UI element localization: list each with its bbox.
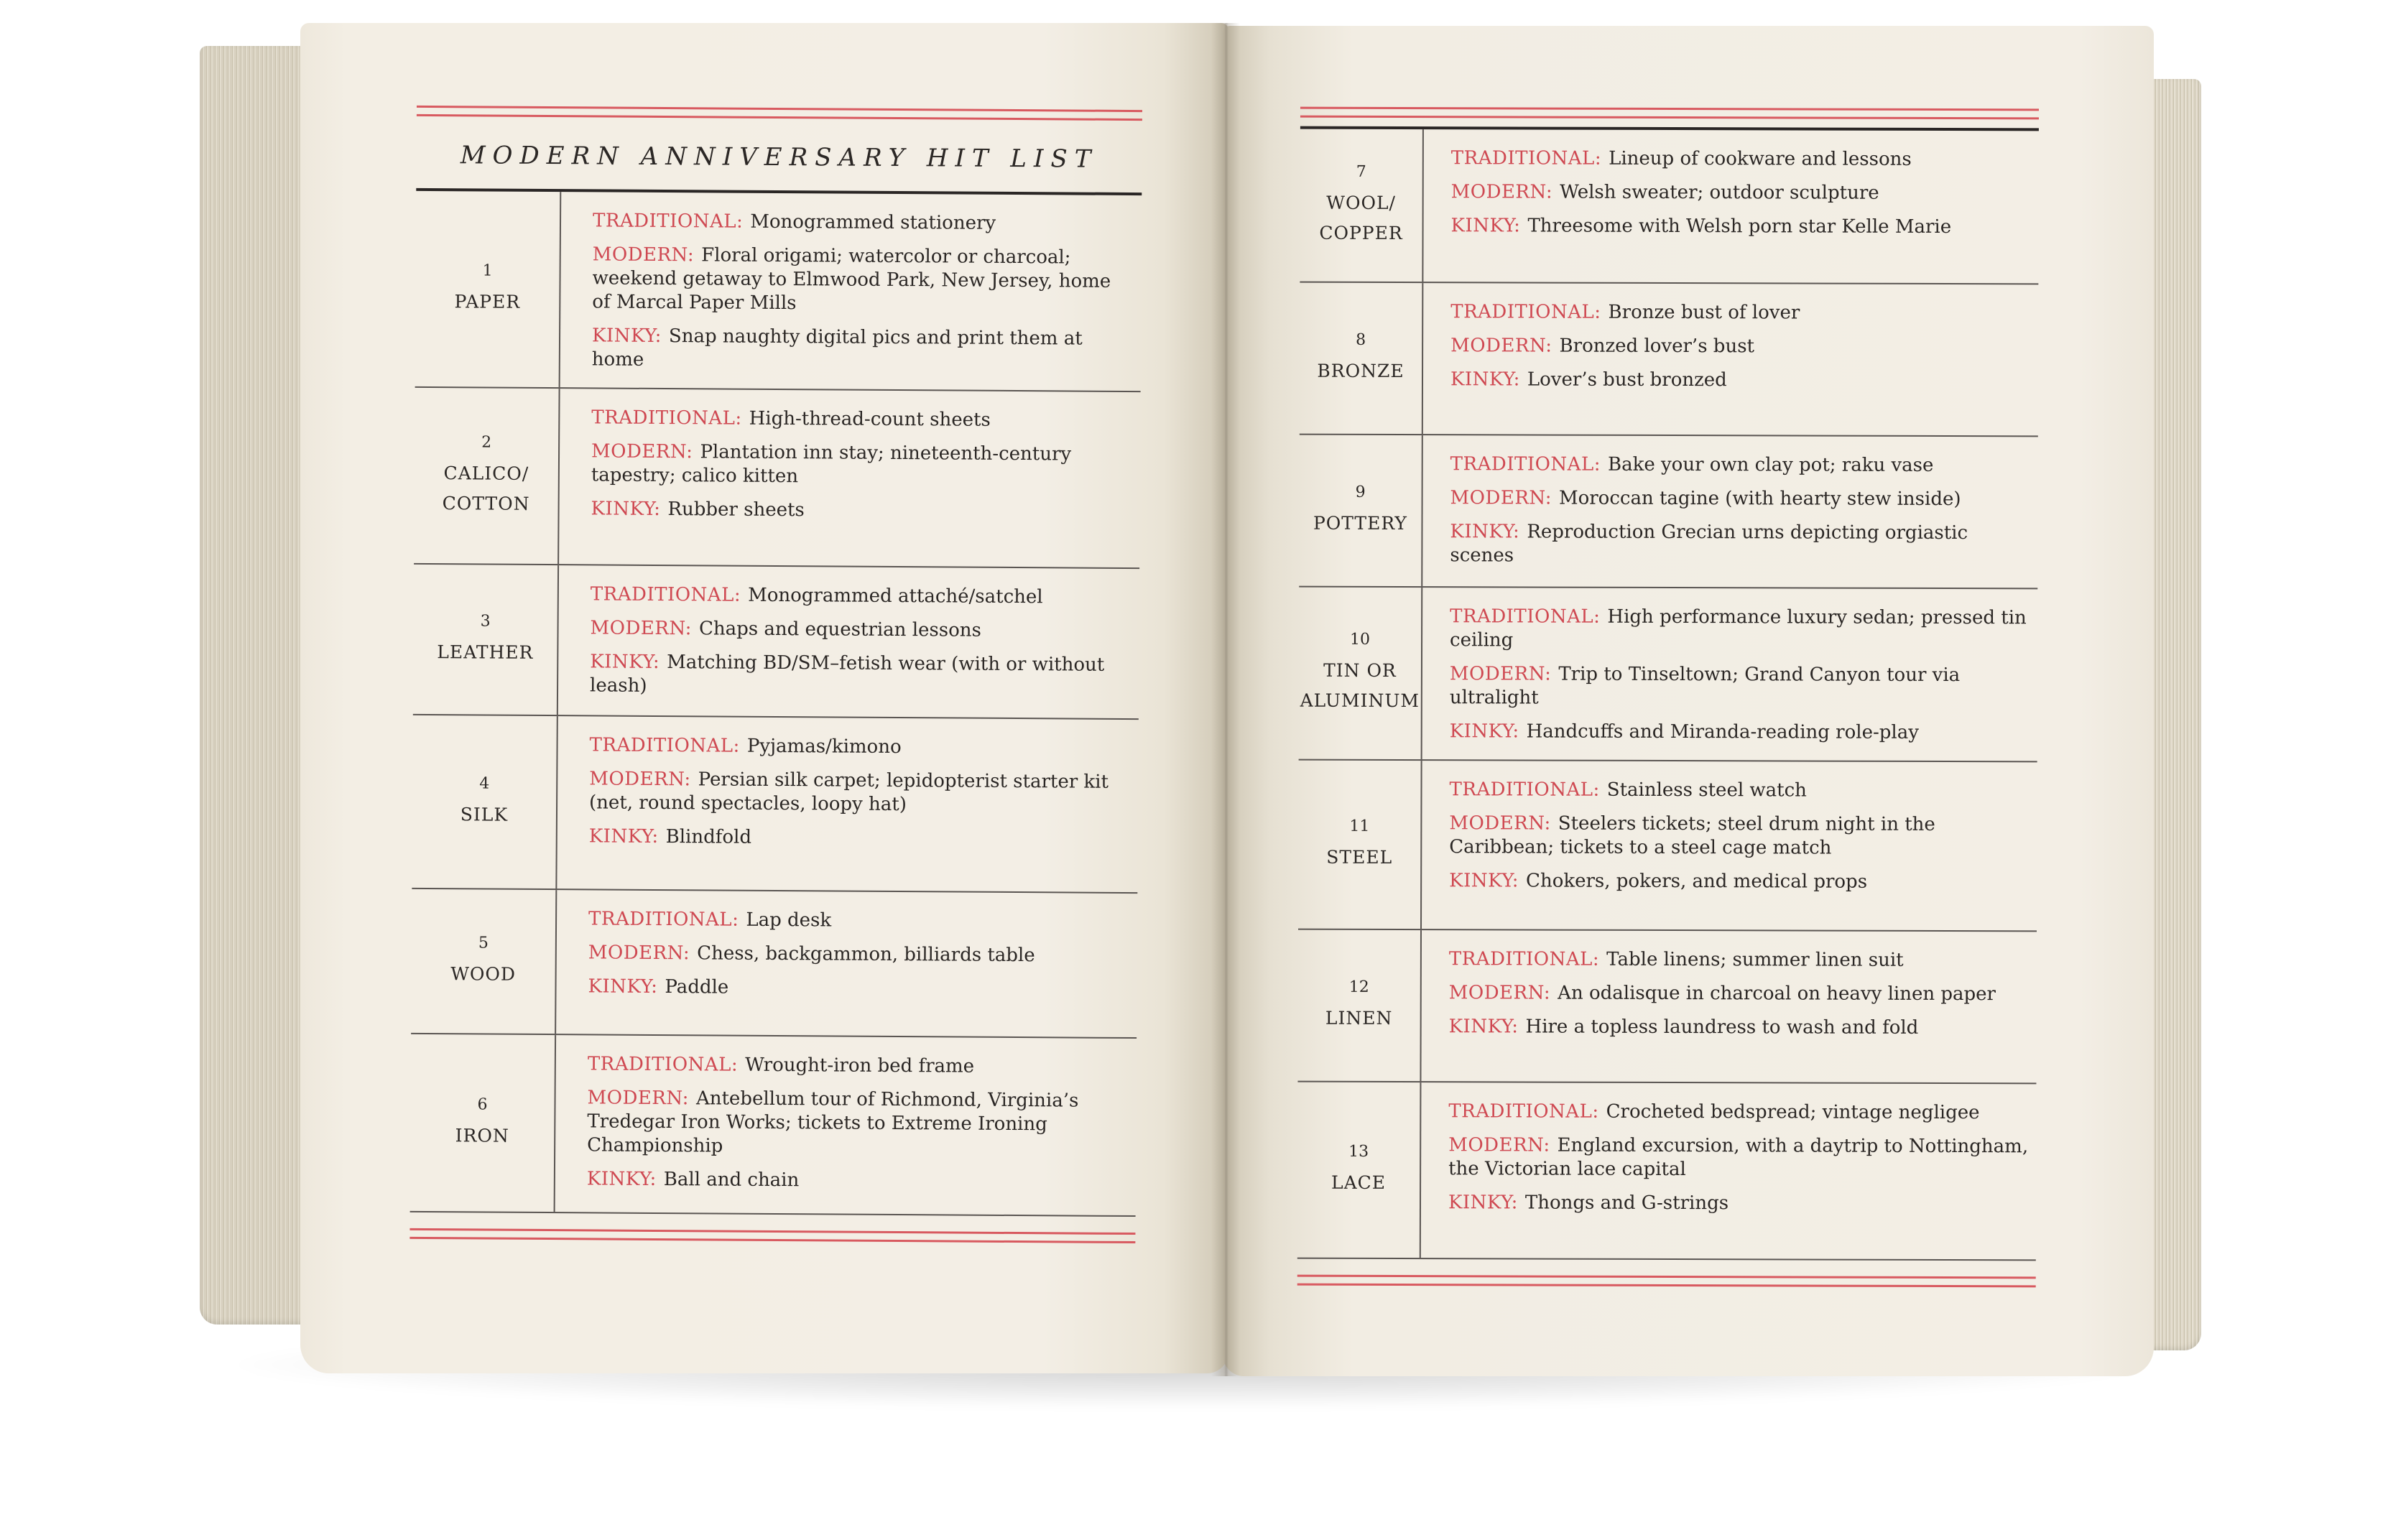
traditional-tag: TRADITIONAL: bbox=[1450, 606, 1601, 628]
modern-gift: Welsh sweater; outdoor sculpture bbox=[1560, 181, 1879, 204]
traditional-tag: TRADITIONAL: bbox=[1448, 1100, 1599, 1123]
anniversary-number: 13 bbox=[1348, 1142, 1369, 1161]
kinky-tag: KINKY: bbox=[1450, 368, 1520, 391]
anniversary-number: 11 bbox=[1349, 817, 1370, 835]
anniversary-material: LINEN bbox=[1325, 1007, 1393, 1029]
anniversary-material: WOOL/ COPPER bbox=[1319, 192, 1403, 243]
traditional-entry bbox=[593, 209, 1134, 236]
modern-entry bbox=[1450, 334, 2031, 359]
traditional-entry bbox=[1448, 1100, 2029, 1125]
modern-gift: Persian silk carpet; lepidopterist starter kit (net, round spectacles, loopy hat) bbox=[588, 769, 1109, 816]
kinky-entry bbox=[587, 1167, 1129, 1195]
anniversary-number: 7 bbox=[1356, 162, 1366, 181]
traditional-gift: Bake your own clay pot; raku vase bbox=[1607, 453, 1934, 476]
kinky-entry bbox=[591, 497, 1132, 524]
anniversary-label bbox=[411, 889, 557, 1034]
table-row bbox=[1298, 761, 2037, 932]
anniversary-label bbox=[1298, 761, 1422, 929]
modern-gift: An odalisque in charcoal on heavy linen paper bbox=[1558, 982, 1996, 1006]
kinky-gift: Snap naughty digital pics and print them at home bbox=[591, 325, 1083, 371]
modern-gift: Chaps and equestrian lessons bbox=[698, 618, 981, 641]
anniversary-number: 1 bbox=[482, 261, 493, 280]
anniversary-gifts bbox=[1422, 588, 2038, 761]
traditional-tag: TRADITIONAL: bbox=[590, 583, 741, 606]
anniversary-gifts bbox=[555, 1035, 1137, 1215]
traditional-gift: High performance luxury sedan; pressed tin ceiling bbox=[1450, 606, 2027, 651]
anniversary-material: CALICO/ COTTON bbox=[442, 462, 530, 514]
kinky-tag: KINKY: bbox=[1450, 215, 1521, 237]
anniversary-material: LEATHER bbox=[437, 641, 534, 663]
anniversary-number: 12 bbox=[1348, 978, 1369, 996]
kinky-gift: Reproduction Grecian urns depicting orgiastic scenes bbox=[1450, 521, 1968, 567]
kinky-tag: KINKY: bbox=[590, 651, 660, 673]
anniversary-material: WOOD bbox=[450, 962, 517, 985]
modern-entry bbox=[1451, 180, 2032, 205]
traditional-tag: TRADITIONAL: bbox=[1450, 147, 1602, 170]
book-gutter bbox=[1211, 23, 1240, 1376]
kinky-entry bbox=[589, 825, 1131, 852]
traditional-entry bbox=[1449, 947, 2030, 973]
anniversary-material: SILK bbox=[460, 803, 509, 825]
anniversary-label bbox=[1297, 1082, 1422, 1258]
traditional-entry bbox=[1451, 147, 2032, 172]
anniversary-number: 4 bbox=[479, 774, 490, 793]
traditional-tag: TRADITIONAL: bbox=[1450, 301, 1601, 323]
anniversary-gifts bbox=[1423, 129, 2039, 283]
kinky-gift: Paddle bbox=[665, 976, 729, 998]
modern-gift: Floral origami; watercolor or charcoal; weekend getaway to Elmwood Park, New Jersey, home of Marcal Paper Mills bbox=[592, 244, 1111, 315]
modern-gift: Steelers tickets; steel drum night in the Caribbean; tickets to a steel cage match bbox=[1449, 812, 1935, 859]
modern-entry bbox=[1449, 981, 2030, 1006]
anniversary-gifts bbox=[1421, 930, 2037, 1082]
modern-tag: MODERN: bbox=[590, 617, 693, 640]
traditional-entry bbox=[1450, 300, 2031, 325]
traditional-gift: Pyjamas/kimono bbox=[746, 735, 902, 759]
anniversary-material: TIN OR ALUMINUM bbox=[1300, 659, 1420, 712]
anniversary-gifts bbox=[560, 192, 1142, 391]
kinky-entry bbox=[588, 975, 1129, 1002]
kinky-gift: Ball and chain bbox=[663, 1169, 800, 1192]
modern-tag: MODERN: bbox=[592, 243, 695, 266]
modern-gift: Chess, backgammon, billiards table bbox=[697, 942, 1035, 967]
modern-entry bbox=[590, 616, 1131, 644]
traditional-tag: TRADITIONAL: bbox=[592, 210, 744, 233]
modern-tag: MODERN: bbox=[1449, 812, 1551, 835]
kinky-tag: KINKY: bbox=[1449, 720, 1519, 743]
table-row bbox=[410, 1034, 1137, 1217]
kinky-gift: Matching BD/SM–fetish wear (with or without leash) bbox=[589, 651, 1105, 697]
traditional-gift: Monogrammed stationery bbox=[750, 210, 996, 234]
modern-gift: Plantation inn stay; nineteenth-century tapestry; calico kitten bbox=[591, 441, 1072, 488]
traditional-tag: TRADITIONAL: bbox=[587, 1053, 739, 1076]
table-row bbox=[415, 191, 1142, 392]
kinky-entry bbox=[592, 324, 1134, 375]
anniversary-number: 5 bbox=[478, 933, 489, 952]
anniversary-material: BRONZE bbox=[1317, 360, 1404, 381]
anniversary-label bbox=[1300, 283, 1424, 434]
traditional-entry bbox=[591, 406, 1133, 433]
traditional-gift: Stainless steel watch bbox=[1606, 779, 1807, 802]
traditional-entry bbox=[591, 583, 1132, 610]
anniversary-label bbox=[414, 388, 560, 564]
modern-tag: MODERN: bbox=[1448, 1134, 1550, 1156]
modern-entry bbox=[1448, 1133, 2029, 1182]
table-row bbox=[411, 889, 1137, 1039]
modern-tag: MODERN: bbox=[1449, 663, 1552, 685]
bottom-red-rule bbox=[1297, 1275, 2036, 1288]
traditional-entry bbox=[1450, 605, 2030, 654]
anniversary-number: 3 bbox=[480, 611, 491, 631]
kinky-tag: KINKY: bbox=[591, 498, 661, 520]
table-row bbox=[412, 715, 1138, 894]
modern-entry bbox=[592, 243, 1134, 317]
kinky-gift: Thongs and G-strings bbox=[1524, 1192, 1729, 1215]
modern-tag: MODERN: bbox=[1450, 335, 1552, 357]
modern-tag: MODERN: bbox=[589, 768, 691, 791]
traditional-gift: Table linens; summer linen suit bbox=[1606, 948, 1904, 971]
kinky-tag: KINKY: bbox=[1449, 870, 1519, 892]
traditional-tag: TRADITIONAL: bbox=[1450, 453, 1601, 476]
traditional-gift: Lineup of cookware and lessons bbox=[1609, 147, 1912, 170]
anniversary-gifts bbox=[1422, 761, 2037, 930]
traditional-gift: Bronze bust of lover bbox=[1608, 301, 1800, 324]
kinky-entry bbox=[1450, 368, 2031, 393]
anniversary-number: 9 bbox=[1355, 483, 1366, 501]
anniversary-label bbox=[412, 715, 557, 889]
anniversary-label bbox=[415, 191, 562, 387]
kinky-tag: KINKY: bbox=[586, 1168, 657, 1190]
traditional-entry bbox=[1450, 453, 2031, 478]
anniversary-material: IRON bbox=[455, 1124, 509, 1146]
modern-entry bbox=[1449, 812, 2030, 861]
kinky-entry bbox=[1449, 1015, 2030, 1040]
table-row bbox=[1299, 588, 2038, 763]
table-row bbox=[1299, 435, 2038, 590]
traditional-tag: TRADITIONAL: bbox=[1449, 779, 1600, 801]
traditional-entry bbox=[589, 733, 1131, 761]
left-page-table bbox=[409, 106, 1142, 1243]
anniversary-gifts bbox=[556, 890, 1137, 1037]
right-page-table bbox=[1297, 107, 2039, 1288]
modern-gift: Moroccan tagine (with hearty stew inside) bbox=[1558, 487, 1961, 511]
kinky-tag: KINKY: bbox=[588, 975, 658, 998]
kinky-tag: KINKY: bbox=[591, 325, 662, 348]
table-row bbox=[414, 388, 1140, 569]
traditional-gift: High-thread-count sheets bbox=[749, 407, 991, 431]
modern-entry bbox=[591, 440, 1133, 491]
kinky-tag: KINKY: bbox=[1448, 1016, 1519, 1038]
traditional-entry bbox=[588, 907, 1130, 934]
modern-gift: Bronzed lover’s bust bbox=[1559, 335, 1755, 358]
modern-entry bbox=[1450, 486, 2031, 511]
modern-entry bbox=[587, 1086, 1129, 1161]
anniversary-number: 2 bbox=[481, 432, 492, 452]
kinky-gift: Blindfold bbox=[665, 826, 752, 848]
kinky-entry bbox=[590, 650, 1131, 701]
kinky-entry bbox=[1451, 214, 2032, 239]
table-row bbox=[1300, 283, 2039, 437]
modern-tag: MODERN: bbox=[588, 942, 690, 965]
traditional-tag: TRADITIONAL: bbox=[589, 734, 740, 757]
traditional-entry bbox=[1449, 778, 2030, 803]
anniversary-number: 8 bbox=[1356, 330, 1366, 349]
anniversary-material: LACE bbox=[1331, 1172, 1387, 1193]
anniversary-gifts bbox=[1423, 283, 2039, 435]
kinky-gift: Hire a topless laundress to wash and fold bbox=[1525, 1016, 1919, 1039]
traditional-tag: TRADITIONAL: bbox=[1448, 948, 1600, 970]
modern-tag: MODERN: bbox=[1450, 181, 1553, 203]
anniversary-label bbox=[1300, 129, 1424, 282]
modern-gift: Antebellum tour of Richmond, Virginia’s Tredegar Iron Works; tickets to Extreme Ironing Championship bbox=[587, 1087, 1079, 1157]
table-row bbox=[413, 565, 1139, 720]
anniversary-material: POTTERY bbox=[1313, 512, 1407, 534]
kinky-entry bbox=[1449, 869, 2030, 894]
kinky-tag: KINKY: bbox=[1450, 521, 1520, 543]
anniversary-number: 6 bbox=[477, 1095, 488, 1114]
anniversary-label bbox=[413, 565, 559, 715]
anniversary-label bbox=[410, 1034, 556, 1212]
anniversary-label bbox=[1297, 930, 1422, 1081]
table-row bbox=[1297, 930, 2037, 1085]
modern-entry bbox=[588, 941, 1130, 968]
traditional-tag: TRADITIONAL: bbox=[588, 908, 739, 931]
kinky-entry bbox=[1450, 720, 2030, 745]
page-title: MODERN ANNIVERSARY HIT LIST bbox=[460, 141, 1098, 174]
anniversary-gifts bbox=[558, 565, 1139, 718]
table-row bbox=[1297, 1082, 2037, 1261]
traditional-gift: Monogrammed attaché/satchel bbox=[748, 584, 1043, 608]
anniversary-label bbox=[1299, 435, 1423, 586]
kinky-entry bbox=[1448, 1191, 2029, 1216]
anniversary-gifts bbox=[1422, 435, 2038, 588]
table-row bbox=[1300, 129, 2039, 285]
modern-gift: Trip to Tinseltown; Grand Canyon tour via ultralight bbox=[1449, 663, 1961, 709]
kinky-tag: KINKY: bbox=[588, 825, 659, 848]
anniversary-label bbox=[1299, 588, 1423, 759]
anniversary-number: 10 bbox=[1350, 630, 1371, 649]
kinky-entry bbox=[1450, 520, 2030, 569]
kinky-gift: Rubber sheets bbox=[667, 498, 805, 521]
modern-entry bbox=[589, 767, 1131, 818]
modern-tag: MODERN: bbox=[1448, 982, 1551, 1004]
kinky-gift: Chokers, pokers, and medical props bbox=[1526, 870, 1868, 893]
kinky-gift: Handcuffs and Miranda-reading role-play bbox=[1526, 720, 1919, 743]
traditional-entry bbox=[588, 1052, 1129, 1080]
anniversary-material: PAPER bbox=[454, 290, 521, 312]
kinky-gift: Lover’s bust bronzed bbox=[1527, 368, 1727, 391]
traditional-tag: TRADITIONAL: bbox=[591, 407, 742, 430]
modern-gift: England excursion, with a daytrip to Nottingham, the Victorian lace capital bbox=[1448, 1134, 2029, 1181]
modern-tag: MODERN: bbox=[591, 440, 693, 463]
modern-tag: MODERN: bbox=[587, 1087, 690, 1110]
anniversary-gifts bbox=[557, 716, 1138, 892]
kinky-tag: KINKY: bbox=[1448, 1192, 1518, 1214]
traditional-gift: Lap desk bbox=[746, 909, 832, 932]
traditional-gift: Crocheted bedspread; vintage negligee bbox=[1606, 1100, 1980, 1124]
anniversary-gifts bbox=[559, 389, 1140, 567]
anniversary-gifts bbox=[1421, 1082, 2037, 1259]
modern-entry bbox=[1450, 662, 2030, 711]
modern-tag: MODERN: bbox=[1450, 487, 1552, 509]
traditional-gift: Wrought-iron bed frame bbox=[745, 1054, 975, 1077]
kinky-gift: Threesome with Welsh porn star Kelle Marie bbox=[1527, 215, 1952, 238]
anniversary-material: STEEL bbox=[1326, 846, 1393, 868]
